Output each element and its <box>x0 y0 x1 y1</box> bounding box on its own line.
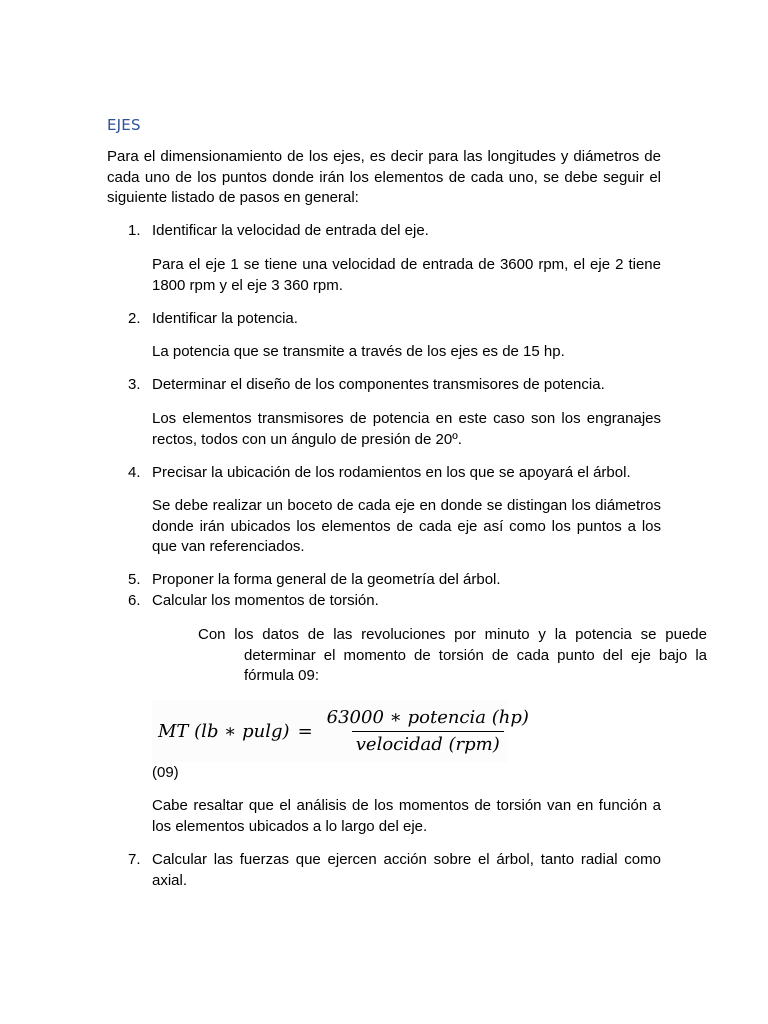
formula-denominator: velocidad (rpm) <box>352 731 504 755</box>
step-7-title: Calcular las fuerzas que ejercen acción sobre el árbol, tanto radial como axial. <box>152 851 661 889</box>
step-7-number: 7. <box>128 851 141 868</box>
formula-lhs: MT (lb ∗ pulg) <box>158 720 290 742</box>
step-6-number: 6. <box>128 592 141 609</box>
step-2-title: Identificar la potencia. <box>152 310 298 327</box>
step-2-detail: La potencia que se transmite a través de los ejes es de 15 hp. <box>152 343 565 360</box>
step-5-number: 5. <box>128 571 141 588</box>
step-5-title: Proponer la forma general de la geometría del árbol. <box>152 571 501 588</box>
step-6-detail: Con los datos de las revoluciones por minuto y la potencia se puede determinar el momento de torsión de cada punto del eje bajo la fórmula 09: <box>198 626 707 684</box>
formula-label: (09) <box>152 764 179 781</box>
step-3-detail: Los elementos transmisores de potencia en este caso son los engranajes rectos, todos con un ángulo de presión de 20º. <box>152 410 661 448</box>
formula-fraction <box>323 707 533 755</box>
step-1-number: 1. <box>128 222 141 239</box>
section-heading: EJES <box>107 116 141 134</box>
intro-paragraph: Para el dimensionamiento de los ejes, es decir para las longitudes y diámetros de cada uno de los puntos donde irán los elementos de cada uno, se debe seguir el siguiente listado de pasos en general: <box>107 148 661 206</box>
step-6-note: Cabe resaltar que el análisis de los momentos de torsión van en función a los elementos ubicados a lo largo del eje. <box>152 797 661 835</box>
step-3-title: Determinar el diseño de los componentes transmisores de potencia. <box>152 376 605 393</box>
step-4-title: Precisar la ubicación de los rodamientos en los que se apoyará el árbol. <box>152 464 631 481</box>
formula-numerator: 63000 ∗ potencia (hp) <box>326 707 529 728</box>
step-1-title: Identificar la velocidad de entrada del eje. <box>152 222 429 239</box>
step-6-title: Calcular los momentos de torsión. <box>152 592 379 609</box>
step-4-detail: Se debe realizar un boceto de cada eje en donde se distingan los diámetros donde irán ubicados los elementos de cada eje así como los puntos a los que van referenciados. <box>152 497 661 555</box>
step-2-number: 2. <box>128 310 141 327</box>
formula-equals: = <box>297 720 313 742</box>
torque-formula <box>152 700 529 762</box>
step-4-number: 4. <box>128 464 141 481</box>
step-1-detail: Para el eje 1 se tiene una velocidad de entrada de 3600 rpm, el eje 2 tiene 1800 rpm y el eje 3 360 rpm. <box>152 256 661 294</box>
step-3-number: 3. <box>128 376 141 393</box>
